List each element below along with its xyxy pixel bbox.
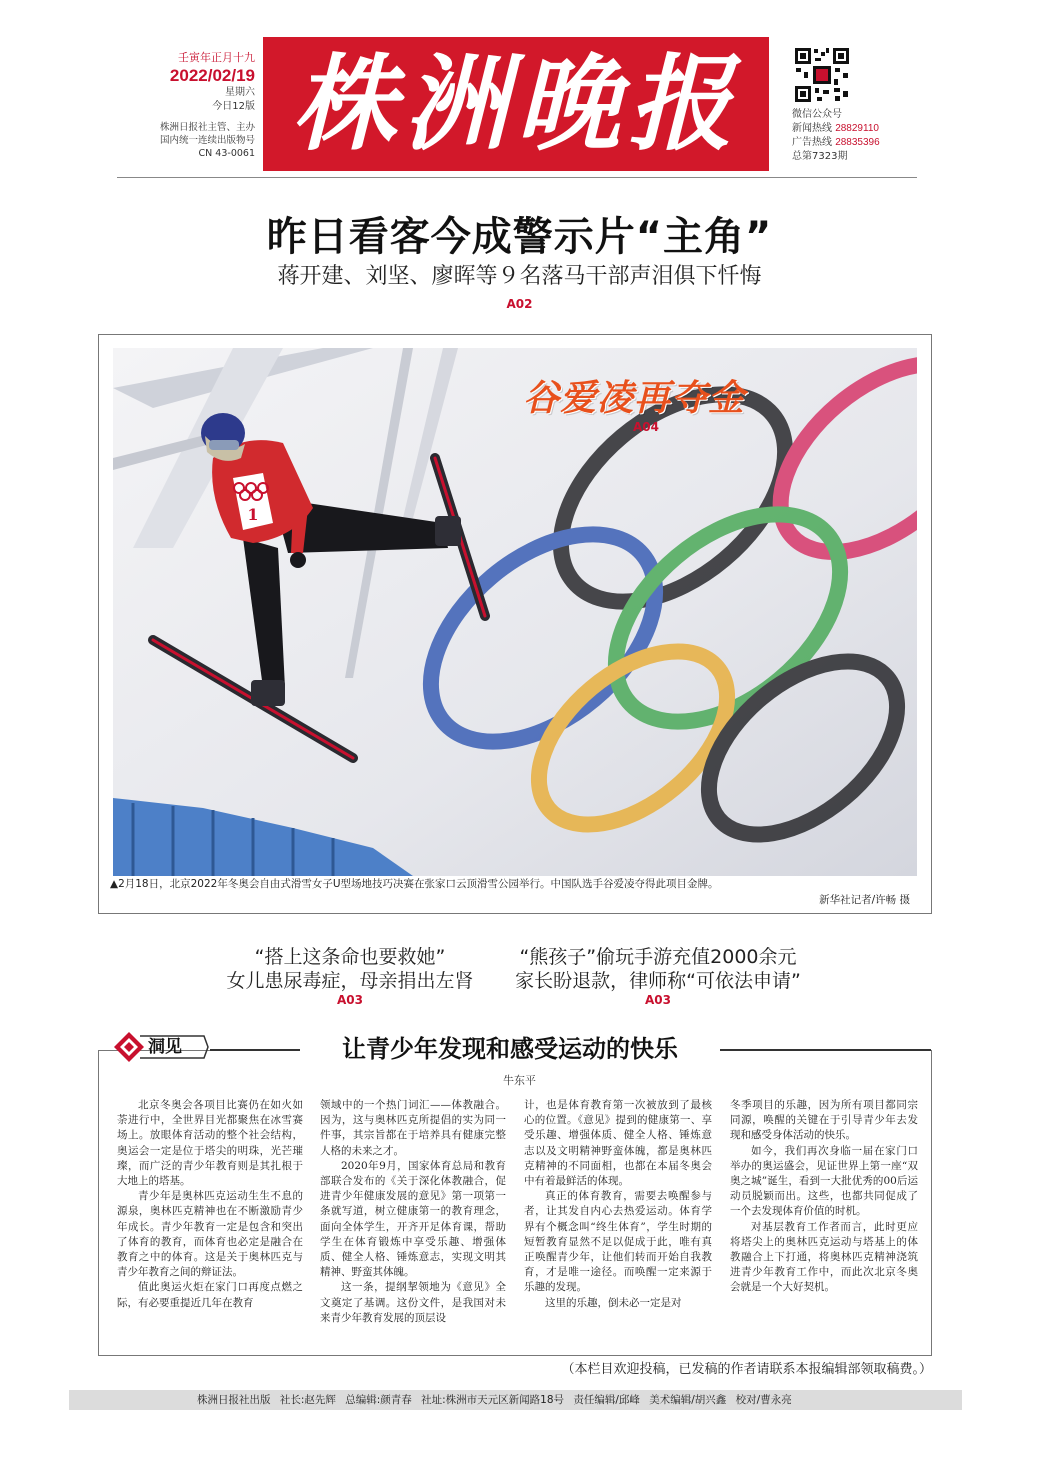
paragraph: 这一条，提纲挈领地为《意见》全文奠定了基调。这份文件，是我国对未来青少年教育发展的顶层设	[320, 1281, 506, 1324]
column-text-block	[524, 1098, 712, 1311]
footer-art-editor: 美术编辑/胡兴鑫	[649, 1394, 727, 1406]
teaser-line: 家长盼退款，律师称“可依法申请”	[515, 970, 801, 992]
column-title-rule	[720, 1049, 931, 1051]
paragraph: 青少年是奥林匹克运动生生不息的源泉，奥林匹克精神也在不断激励青少年成长。青少年教育一定是包含和突出了体育的教育，而体育也必定是融合在教育之中的体育。这是关于奥林匹克与青少年教育之间的辩证法。	[117, 1190, 303, 1279]
sponsor-info	[130, 121, 255, 160]
masthead-right-info	[792, 108, 932, 164]
photo-title[interactable]: 谷爱凌再夺金	[523, 378, 746, 419]
wechat-label: 微信公众号	[792, 109, 842, 120]
page-count: 今日12版	[212, 101, 255, 112]
teaser-story[interactable]	[508, 945, 808, 1007]
news-hotline-label: 新闻热线	[792, 123, 832, 134]
footer-bar	[69, 1390, 962, 1410]
footer-duty-editor: 责任编辑/邱峰	[573, 1394, 640, 1406]
sponsor-line: 株洲日报社主管、主办	[159, 122, 255, 133]
paragraph: 计，也是体育教育第一次被放到了最核心的位置。《意见》提到的健康第一、享受乐趣、增强体质、健全人格、锤炼意志以及文明精神野蛮体魄，都是奥林匹克精神的不同面相，也都在本届冬奥会中有着最鲜活的体现。	[524, 1099, 712, 1188]
lead-headline[interactable]: 昨日看客今成警示片“主角”	[266, 214, 773, 260]
footer-editor-in-chief: 总编辑:颜青春	[345, 1394, 412, 1406]
teaser-line: “搭上这条命也要救她”	[254, 946, 446, 968]
footer-address: 社址:株洲市天元区新闻路18号	[421, 1394, 565, 1406]
masthead-left-info	[130, 50, 255, 160]
paragraph: 北京冬奥会各项目比赛仍在如火如荼进行中，全世界目光都聚焦在冰雪赛场上。放眼体育活动的整个社会结构，奥运会一定是位于塔尖的明珠，光芒璀璨，而广泛的青少年教育则是其扎根于大地上的塔基。	[117, 1099, 303, 1188]
column-title-rule	[210, 1049, 306, 1051]
teaser-page-ref[interactable]: A03	[645, 993, 671, 1007]
issue-date: 2022/02/19	[169, 66, 255, 85]
photo-frame	[98, 334, 932, 914]
lunar-date: 壬寅年正月十九	[178, 51, 255, 64]
photo-caption: ▲2月18日，北京2022年冬奥会自由式滑雪女子U型场地技巧决赛在张家口云顶滑雪公园举行。中国队选手谷爱凌夺得此项目金牌。	[110, 878, 719, 890]
paragraph: 对基层教育工作者而言，此时更应将塔尖上的奥林匹克运动与塔基上的体教融合上下打通，将奥林匹克精神浇筑进青少年教育工作中，而此次北京冬奥会就是一个大好契机。	[730, 1220, 918, 1294]
teaser-line: 女儿患尿毒症，母亲捐出左肾	[226, 970, 474, 992]
sponsor-line: CN 43-0061	[198, 148, 255, 159]
news-hotline	[792, 122, 932, 136]
ad-hotline-number[interactable]: 28835396	[835, 137, 880, 148]
paragraph: 如今，我们再次身临一届在家门口举办的奥运盛会，见证世界上第一座“双奥之城”诞生，看到一大批优秀的00后运动员脱颖而出。这些，也都共同促成了一个去发现体育价值的时机。	[730, 1144, 918, 1218]
photo-page-ref[interactable]: A04	[633, 420, 659, 434]
column-badge-label: 洞见	[148, 1037, 182, 1057]
footer-proofreader: 校对/曹永亮	[735, 1394, 792, 1406]
footer-publisher: 株洲日报社出版	[197, 1394, 271, 1406]
skier-photo[interactable]	[113, 348, 917, 876]
lead-subheadline[interactable]: 蒋开建、刘坚、廖晖等９名落马干部声泪俱下忏悔	[277, 264, 762, 289]
paragraph: 值此奥运火炬在家门口再度点燃之际，有必要重提近几年在教育	[117, 1281, 303, 1309]
column-text-block	[730, 1098, 918, 1296]
wechat-qr-code-icon[interactable]	[793, 46, 851, 104]
submission-note: （本栏目欢迎投稿，已发稿的作者请联系本报编辑部领取稿费。）	[561, 1362, 932, 1377]
teaser-page-ref[interactable]: A03	[337, 993, 363, 1007]
column-text-block	[117, 1098, 303, 1311]
paragraph: 2020年9月，国家体育总局和教育部联合发布的《关于深化体教融合，促进青少年健康发展的意见》第一项第一条就写道，树立健康第一的教育理念，面向全体学生，开齐开足体育课，帮助学生在体育锻炼中享受乐趣、增强体质、健全人格、锤炼意志，实现文明其精神、野蛮其体魄。	[320, 1159, 506, 1279]
newspaper-title: 株洲晚报	[291, 42, 740, 165]
footer-president: 社长:赵先辉	[279, 1394, 336, 1406]
column-text-block	[320, 1098, 506, 1326]
column-author: 牛东平	[503, 1074, 536, 1087]
issue-total: 总第7323期	[792, 151, 848, 162]
teaser-line: “熊孩子”偷玩手游充值2000余元	[519, 946, 797, 968]
paragraph: 真正的体育教育，需要去唤醒参与者，让其发自内心去热爱运动。体育学界有个概念叫“终生体育”，学生时期的短暂教育显然不足以促成于此，唯有真正唤醒青少年，让他们转而开始自我教育，才是唯一途径。而唤醒一定来源于乐趣的发现。	[524, 1190, 712, 1294]
teaser-story[interactable]	[200, 945, 500, 1007]
sponsor-line: 国内统一连续出版物号	[159, 135, 255, 146]
paragraph: 领域中的一个热门词汇——体教融合。因为，这与奥林匹克所提倡的实为同一件事，其宗旨都在于培养具有健康完整人格的未来之才。	[320, 1099, 506, 1157]
ad-hotline	[792, 136, 932, 150]
masthead-divider	[117, 177, 917, 178]
bib-number: 1	[247, 505, 259, 524]
lead-page-ref[interactable]: A02	[506, 297, 533, 311]
paragraph: 这里的乐趣，倒未必一定是对	[545, 1296, 682, 1309]
masthead-banner	[263, 37, 769, 171]
news-hotline-number[interactable]: 28829110	[835, 123, 879, 134]
ad-hotline-label: 广告热线	[792, 137, 832, 148]
paragraph: 冬季项目的乐趣，因为所有项目都同宗同源，唤醒的关键在于引导青少年去发现和感受身体活动的快乐。	[730, 1099, 918, 1142]
column-title[interactable]: 让青少年发现和感受运动的快乐	[342, 1035, 678, 1063]
weekday: 星期六	[225, 87, 255, 98]
photo-credit: 新华社记者/许畅 摄	[819, 894, 910, 906]
